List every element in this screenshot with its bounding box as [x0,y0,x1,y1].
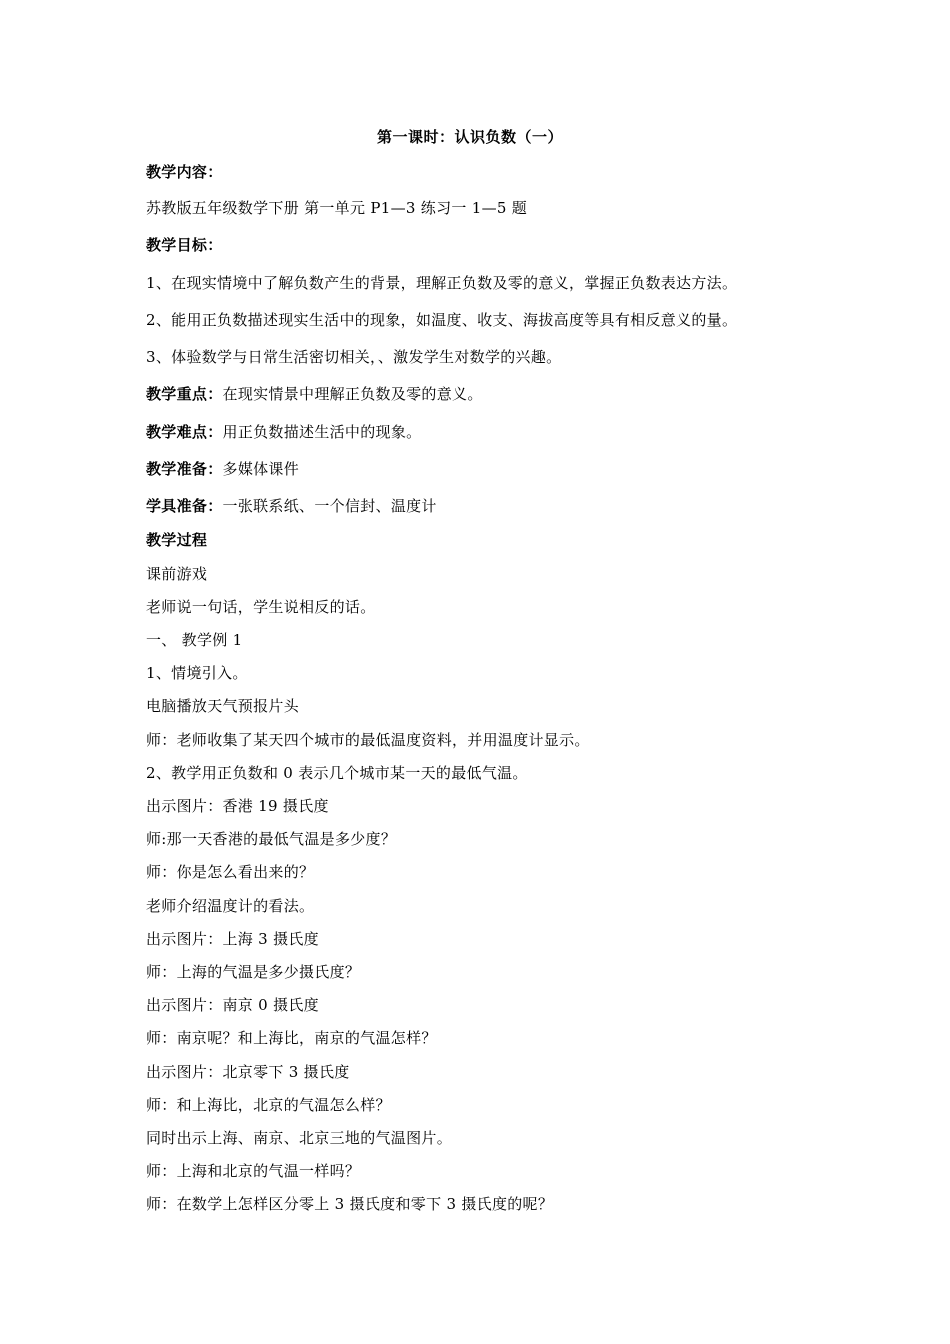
process-line: 出示图片：香港 19 摄氏度 [146,797,329,815]
process-line: 课前游戏 [146,565,208,583]
difficulty-label: 教学难点： [146,423,223,441]
process-line: 老师说一句话，学生说相反的话。 [146,598,376,616]
process-line: 师：上海的气温是多少摄氏度？ [146,963,361,981]
process-line: 师：老师收集了某天四个城市的最低温度资料，并用温度计显示。 [146,731,590,749]
key-point-text: 在现实情景中理解正负数及零的意义。 [222,385,483,403]
goal-item: 1、在现实情境中了解负数产生的背景，理解正负数及零的意义，掌握正负数表达方法。 [146,274,738,292]
process-line: 一、 教学例 1 [146,631,243,649]
preparation-text: 多媒体课件 [222,460,300,478]
goal-item: 2、能用正负数描述现实生活中的现象，如温度、收支、海拔高度等具有相反意义的量。 [146,311,738,329]
key-point-label: 教学重点： [146,385,223,403]
process-line: 师：你是怎么看出来的？ [146,863,315,881]
process-line: 师:那一天香港的最低气温是多少度？ [146,830,397,848]
process-line: 老师介绍温度计的看法。 [146,897,315,915]
process-line: 师：南京呢？和上海比，南京的气温怎样？ [146,1029,437,1047]
preparation [146,459,299,479]
content-text: 苏教版五年级数学下册 第一单元 P1—3 练习一 1—5 题 [146,199,528,217]
process-line: 师：和上海比，北京的气温怎么样？ [146,1096,391,1114]
key-point [146,384,483,404]
process-line: 1、情境引入。 [146,664,248,682]
goal-item: 3、体验数学与日常生活密切相关，、激发学生对数学的兴趣。 [146,348,562,366]
goals-label: 教学目标： [146,236,223,254]
process-line: 出示图片：南京 0 摄氏度 [146,996,319,1014]
tools [146,496,437,516]
tools-label: 学具准备： [146,497,223,515]
content-label: 教学内容： [146,163,223,181]
lesson-title: 第一课时：认识负数（一） [376,128,563,146]
process-line: 出示图片：上海 3 摄氏度 [146,930,319,948]
process-label: 教学过程 [146,531,208,549]
difficulty-text: 用正负数描述生活中的现象。 [222,423,422,441]
difficulty [146,422,421,442]
process-line: 师：在数学上怎样区分零上 3 摄氏度和零下 3 摄氏度的呢？ [146,1195,554,1213]
preparation-label: 教学准备： [146,460,223,478]
process-line: 电脑播放天气预报片头 [146,697,300,715]
tools-text: 一张联系纸、一个信封、温度计 [222,497,437,515]
process-line: 出示图片：北京零下 3 摄氏度 [146,1063,350,1081]
process-line: 同时出示上海、南京、北京三地的气温图片。 [146,1129,453,1147]
process-line: 师：上海和北京的气温一样吗？ [146,1162,361,1180]
process-line: 2、教学用正负数和 0 表示几个城市某一天的最低气温。 [146,764,528,782]
